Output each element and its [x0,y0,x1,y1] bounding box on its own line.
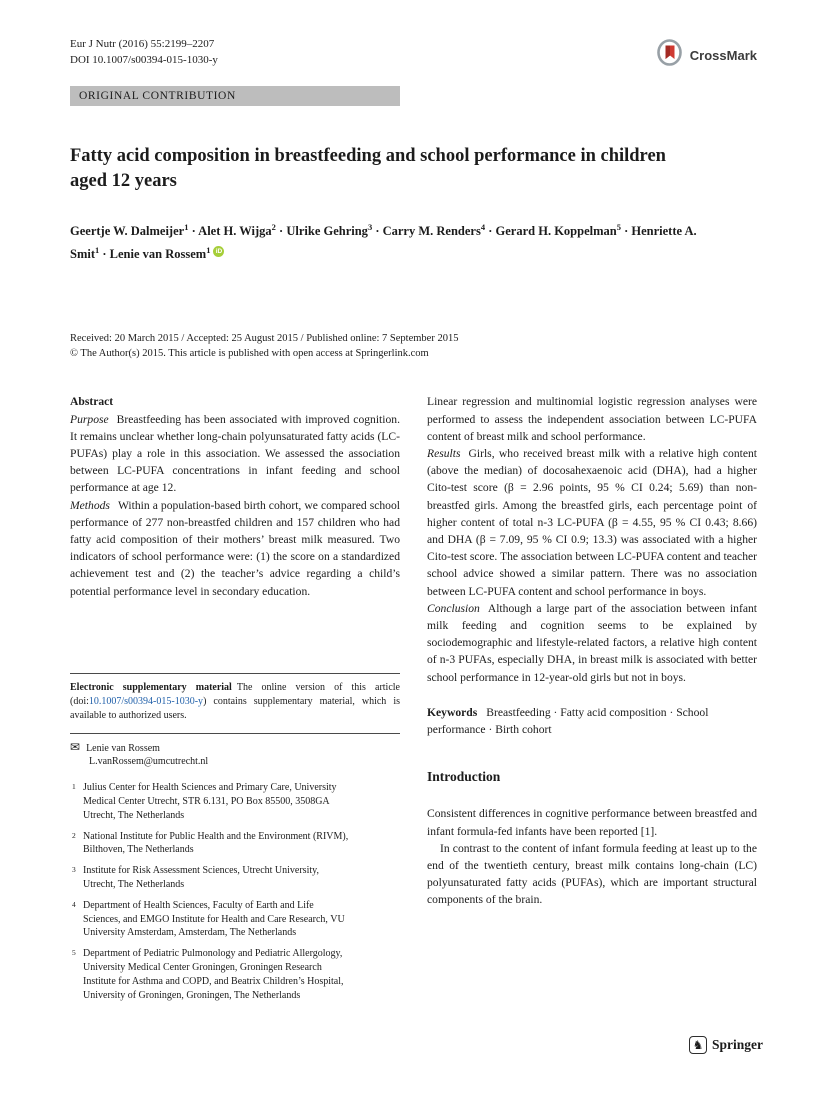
author-list [70,218,710,264]
crossmark-label: CrossMark [689,47,757,63]
crossmark-badge[interactable] [656,38,757,72]
abstract-results: Results Girls, who received breast milk with a relative high content (above the median) of docosahexaenoic acid (DHA), had a higher Cito-test score (β = 2.96 points, 95 % CI 0.24; 5.69) than non-breastfed girls. Among the breastfed girls, each percentage point of higher content of total n-3 LC-PUFA (β = 4.55, 95 % CI 0.43; 8.66) and DHA (β = 7.09, 95 % CI 0.9; 13.3) was associated with a higher Cito-test score. The association between LC-PUFA content and teacher school advice showed a similar pattern. There was no association between LC-PUFA content and school performance in boys. [427,446,757,598]
abstract-methods: Methods Within a population-based birth cohort, we compared school performance of 277 non-breastfed children and 157 children who had fatty acid composition of their mothers’ breast milk measured. Two indicators of school performance were: (1) the score on a standardized achievement test and (2) the teacher’s advice regarding a child’s potential performance level in secondary education. [70,498,400,598]
affiliation-number: 4 [72,899,76,909]
article-title: Fatty acid composition in breastfeeding and school performance in children aged 12 years [70,146,666,191]
author: Carry M. Renders$^4$ · [382,222,496,239]
affiliation-ref: 2 [271,222,276,232]
footnote-rule-top [70,673,400,674]
article-type-label: ORIGINAL CONTRIBUTION [79,90,236,102]
paragraph-label: Methods [70,498,110,512]
introduction-paragraph-1: Consistent differences in cognitive performance between breastfed and infant formula-fed infants have been reported [1]. [427,807,757,838]
correspondence-name-row [70,741,400,756]
author: Henriette A. Smit$^1$ · [70,224,697,262]
author-separator: · [620,224,632,239]
affiliation-ref: 1 [95,245,100,256]
affiliation-number: 3 [72,865,76,875]
author-separator: · [372,224,383,239]
affiliation-number: 1 [72,782,76,792]
esm-note: Electronic supplementary material The online version of this article (doi:10.1007/s00394-015-1030-y) contains supplementary material, which is available to authorized users. [70,681,400,721]
two-column-body [70,393,757,1009]
orcid-icon[interactable]: iD [213,246,224,257]
copyright-line: © The Author(s) 2015. This article is published with open access at Springerlink.com [70,347,429,359]
affiliation-ref: 3 [367,222,373,232]
springer-logo [689,1036,763,1054]
footnote-rule-bottom [70,733,400,734]
affiliation-ref: 1 [184,222,189,232]
author: Geertje W. Dalmeijer$^1$ · [70,222,199,239]
author-separator: · [188,224,199,239]
paragraph-label: Conclusion [427,601,480,615]
abstract-continuation: Linear regression and multinomial logistic regression analyses were performed to assess the independent association between LC-PUFA content of breast milk and school performance. [427,395,757,443]
introduction-heading: Introduction [427,769,501,785]
keywords-line: Keywords Breastfeeding · Fatty acid composition · School performance · Birth cohort [427,705,709,736]
affiliation-item: 5 Department of Pediatric Pulmonology and Pediatric Allergology, University Medical Center Groningen, Groningen Research Institute for Asthma and COPD, and Beatrix Children’s Hospital, University of Groningen, Groningen, The Netherlands [72,948,344,1001]
affiliation-ref: 5 [616,222,621,232]
esm-doi-link[interactable]: 10.1007/s00394-015-1030-y [88,695,204,707]
springer-knight-icon: ♞ [689,1036,707,1054]
crossmark-icon [656,38,683,72]
article-history [70,332,757,361]
author: Gerard H. Koppelman$^5$ · [495,222,632,239]
affiliation-ref: 4 [480,222,486,232]
left-column [70,393,400,1009]
introduction-paragraph-2: In contrast to the content of infant formula feeding at least up to the end of the twentieth century, breast milk contains long-chain (LC) polyunsaturated fatty acids (PUFAs), which are important structural components of the brain. [427,841,757,907]
citation-block [70,36,218,68]
affiliation-item: 2 National Institute for Public Health and the Environment (RIVM), Bilthoven, The Netherlands [72,830,349,856]
footnote-block [70,673,400,1010]
author: Ulrike Gehring$^3$ · [286,222,383,239]
author-separator: · [99,247,110,262]
author-separator: · [275,224,287,239]
keywords-label: Keywords [427,705,478,719]
abstract-conclusion: Conclusion Although a large part of the association between infant milk feeding and cognition seems to be explained by sociodemographic and lifestyle-related factors, a relative high content of n-3 PUFAs, especially DHA, in breast milk is associated with better school performance in 12-year-old girls but not in boys. [427,601,757,684]
affiliation-list [70,781,400,1002]
paragraph-label: Results [427,446,461,460]
correspondence-name: Lenie van Rossem [86,742,160,754]
correspondence-email: L.vanRossem@umcutrecht.nl [89,756,209,768]
correspondence-block [70,741,400,770]
affiliation-ref: 1 [206,245,211,256]
author-separator: · [485,224,496,239]
abstract-purpose: Purpose Breastfeeding has been associated with improved cognition. It remains unclear whether long-chain polyunsaturated fatty acids (LC-PUFAs) play a role in this association. We assessed the association between LC-PUFA concentrations in infant feeding and school performance at age 12. [70,412,400,495]
author: Alet H. Wijga$^2$ · [198,222,287,239]
paragraph-label: Purpose [70,412,109,426]
right-column [427,393,757,1009]
journal-citation: Eur J Nutr (2016) 55:2199–2207 [70,38,215,50]
affiliation-number: 5 [72,948,76,958]
affiliation-item: 3 Institute for Risk Assessment Sciences, Utrecht University, Utrecht, The Netherlands [72,865,319,890]
page-header [70,36,757,72]
esm-label: Electronic supplementary material [70,681,232,693]
received-accepted-line: Received: 20 March 2015 / Accepted: 25 August 2015 / Published online: 7 September 2015 [70,333,459,345]
doi-line: DOI 10.1007/s00394-015-1030-y [70,54,218,66]
affiliation-number: 2 [72,830,76,840]
author: Lenie van Rossem$^1$ iD [110,247,225,261]
envelope-icon: ✉ [70,739,81,754]
affiliation-item: 4 Department of Health Sciences, Faculty of Earth and Life Sciences, and EMGO Institute for Health and Care Research, VU University Amsterdam, Amsterdam, The Netherlands [72,899,345,939]
abstract-heading: Abstract [70,395,114,409]
publisher-name: Springer [711,1037,763,1052]
affiliation-item: 1 Julius Center for Health Sciences and Primary Care, University Medical Center Utrecht, STR 6.131, PO Box 85500, 3508GA Utrecht, The Netherlands [72,782,337,821]
article-type-banner [70,86,400,106]
